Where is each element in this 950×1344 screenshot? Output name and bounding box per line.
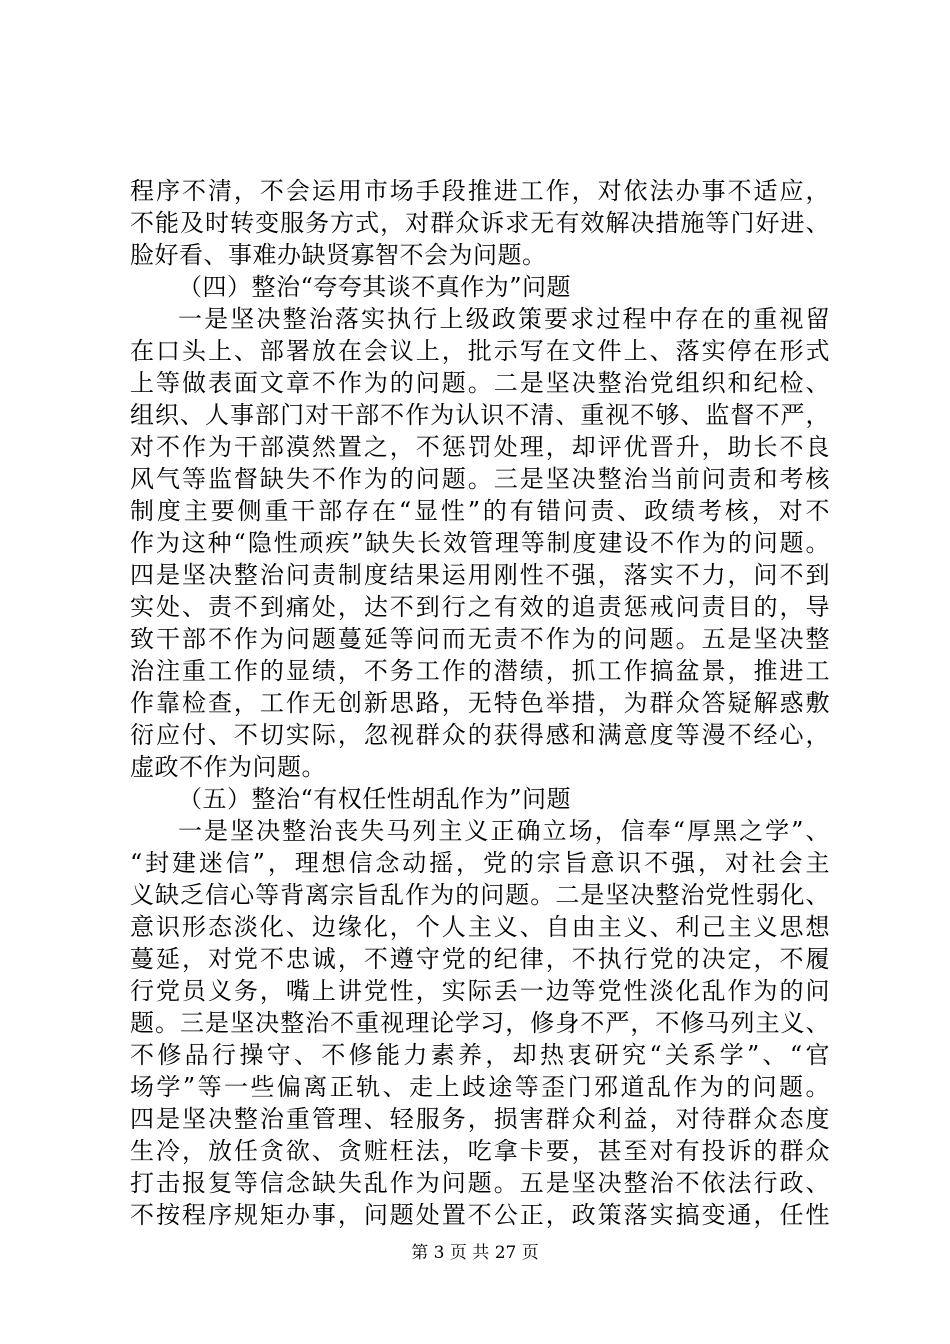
text-line: 不按程序规矩办事，问题处置不公正，政策落实搞变通，任性 bbox=[130, 1201, 830, 1229]
text-line: 义缺乏信心等背离宗旨乱作为的问题。二是坚决整治党性弱化、 bbox=[130, 881, 830, 909]
document-body bbox=[130, 175, 830, 1231]
text-line: 不修品行操守、不修能力素养，却热衷研究“关系学”、“官 bbox=[130, 1041, 830, 1069]
text-line: （五）整治“有权任性胡乱作为”问题 bbox=[178, 785, 572, 813]
text-line: 作靠检查，工作无创新思路，无特色举措，为群众答疑解惑敷 bbox=[130, 689, 830, 717]
text-line: 衍应付、不切实际，忽视群众的获得感和满意度等漫不经心， bbox=[130, 721, 830, 749]
text-line: 题。三是坚决整治不重视理论学习，修身不严，不修马列主义、 bbox=[130, 1009, 830, 1037]
text-line: 实处、责不到痛处，达不到行之有效的追责惩戒问责目的，导 bbox=[130, 593, 830, 621]
text-line: 在口头上、部署放在会议上，批示写在文件上、落实停在形式 bbox=[130, 337, 830, 365]
page-footer: 第 3 页 共 27 页 bbox=[411, 1243, 539, 1263]
text-line: （四）整治“夸夸其谈不真作为”问题 bbox=[178, 273, 572, 301]
text-line: 打击报复等信念缺失乱作为问题。五是坚决整治不依法行政、 bbox=[130, 1169, 830, 1197]
text-line: 虚政不作为问题。 bbox=[130, 753, 326, 781]
text-line: 蔓延，对党不忠诚，不遵守党的纪律，不执行党的决定，不履 bbox=[130, 945, 830, 973]
text-line: 不能及时转变服务方式，对群众诉求无有效解决措施等门好进、 bbox=[130, 209, 830, 237]
text-line: 一是坚决整治丧失马列主义正确立场，信奉“厚黑之学”、 bbox=[178, 817, 830, 845]
text-line: 程序不清，不会运用市场手段推进工作，对依法办事不适应， bbox=[130, 177, 830, 205]
text-line: 四是坚决整治重管理、轻服务，损害群众利益，对待群众态度 bbox=[130, 1105, 830, 1133]
text-line: 生冷，放任贪欲、贪赃枉法，吃拿卡要，甚至对有投诉的群众 bbox=[130, 1137, 830, 1165]
text-line: 场学”等一些偏离正轨、走上歧途等歪门邪道乱作为的问题。 bbox=[130, 1073, 830, 1101]
text-line: 对不作为干部漠然置之，不惩罚处理，却评优晋升，助长不良 bbox=[130, 433, 830, 461]
text-line: 组织、人事部门对干部不作为认识不清、重视不够、监督不严， bbox=[130, 401, 830, 429]
text-line: “封建迷信”，理想信念动摇，党的宗旨意识不强，对社会主 bbox=[130, 849, 830, 877]
text-line: 行党员义务，嘴上讲党性，实际丢一边等党性淡化乱作为的问 bbox=[130, 977, 830, 1005]
text-line: 制度主要侧重干部存在“显性”的有错问责、政绩考核，对不 bbox=[130, 497, 830, 525]
text-line: 治注重工作的显绩，不务工作的潜绩，抓工作搞盆景，推进工 bbox=[130, 657, 830, 685]
text-line: 致干部不作为问题蔓延等问而无责不作为的问题。五是坚决整 bbox=[130, 625, 830, 653]
text-line: 上等做表面文章不作为的问题。二是坚决整治党组织和纪检、 bbox=[130, 369, 830, 397]
text-line: 意识形态淡化、边缘化，个人主义、自由主义、利己主义思想 bbox=[130, 913, 830, 941]
text-line: 四是坚决整治问责制度结果运用刚性不强，落实不力，问不到 bbox=[130, 561, 830, 589]
text-line: 作为这种“隐性顽疾”缺失长效管理等制度建设不作为的问题。 bbox=[130, 529, 830, 557]
text-line: 一是坚决整治落实执行上级政策要求过程中存在的重视留 bbox=[178, 305, 830, 333]
text-line: 脸好看、事难办缺贤寡智不会为问题。 bbox=[130, 241, 547, 269]
text-line: 风气等监督缺失不作为的问题。三是坚决整治当前问责和考核 bbox=[130, 465, 830, 493]
